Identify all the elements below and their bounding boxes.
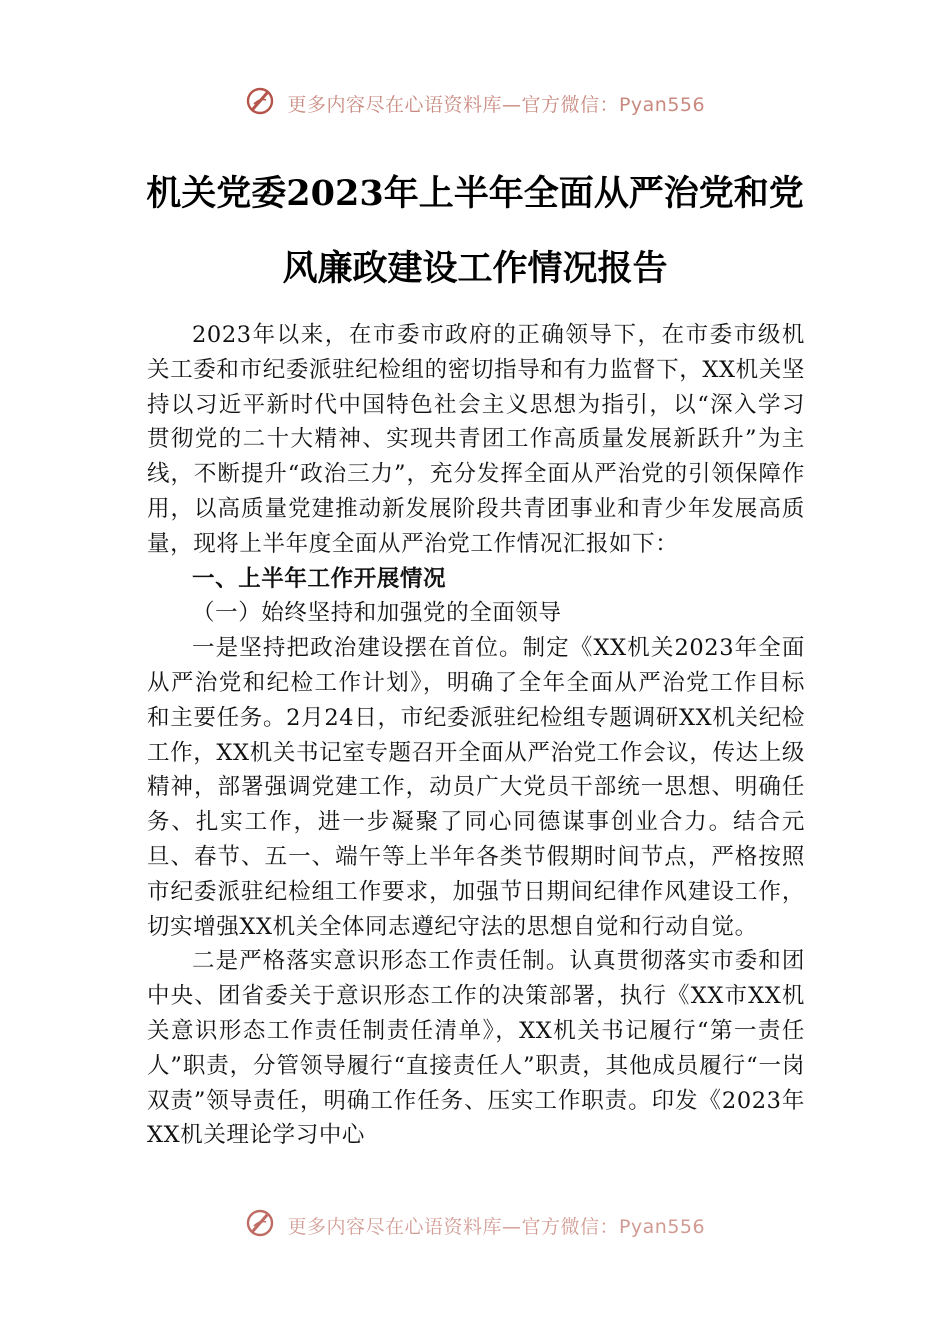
pen-logo-icon: [245, 86, 275, 121]
watermark-footer: [0, 1208, 950, 1243]
body-paragraph-2: 二是严格落实意识形态工作责任制。认真贯彻落实市委和团中央、团省委关于意识形态工作的决策部署，执行《XX市XX机关意识形态工作责任制责任清单》，XX机关书记履行“第一责任人”职责，分管领导履行“直接责任人”职责，其他成员履行“一岗双责”领导责任，明确工作任务、压实工作职责。印发《2023年XX机关理论学习中心: [147, 948, 805, 1149]
intro-paragraph: 2023年以来，在市委市政府的正确领导下，在市委市级机关工委和市纪委派驻纪检组的密切指导和有力监督下，XX机关坚持以习近平新时代中国特色社会主义思想为指引，以“深入学习贯彻党的二十大精神、实现共青团工作高质量发展新跃升”为主线，不断提升“政治三力”，充分发挥全面从严治党的引领保障作用，以高质量党建推动新发展阶段共青团事业和青少年发展高质量，现将上半年度全面从严治党工作情况汇报如下：: [147, 322, 805, 557]
watermark-text: 更多内容尽在心语资料库—官方微信：Pyan556: [287, 94, 706, 116]
watermark-header: [0, 86, 950, 121]
subsection-heading-1: （一）始终坚持和加强党的全面领导: [192, 600, 562, 627]
document-title-line-2: 风廉政建设工作情况报告: [282, 248, 668, 289]
body-paragraph-1: 一是坚持把政治建设摆在首位。制定《XX机关2023年全面从严治党和纪检工作计划》，明确了全年全面从严治党工作目标和主要任务。2月24日，市纪委派驻纪检组专题调研XX机关纪检工作，XX机关书记室专题召开全面从严治党工作会议，传达上级精神，部署强调党建工作，动员广大党员干部统一思想、明确任务、扎实工作，进一步凝聚了同心同德谋事创业合力。结合元旦、春节、五一、端午等上半年各类节假期时间节点，严格按照市纪委派驻纪检组工作要求，加强节日期间纪律作风建设工作，切实增强XX机关全体同志遵纪守法的思想自觉和行动自觉。: [147, 635, 805, 940]
section-heading-1: 一、上半年工作开展情况: [192, 565, 447, 592]
document-title-line-1: 机关党委2023年上半年全面从严治党和党: [146, 173, 804, 214]
document-body: [147, 318, 805, 1153]
pen-logo-icon: [245, 1208, 275, 1243]
watermark-text-footer: 更多内容尽在心语资料库—官方微信：Pyan556: [287, 1216, 706, 1238]
